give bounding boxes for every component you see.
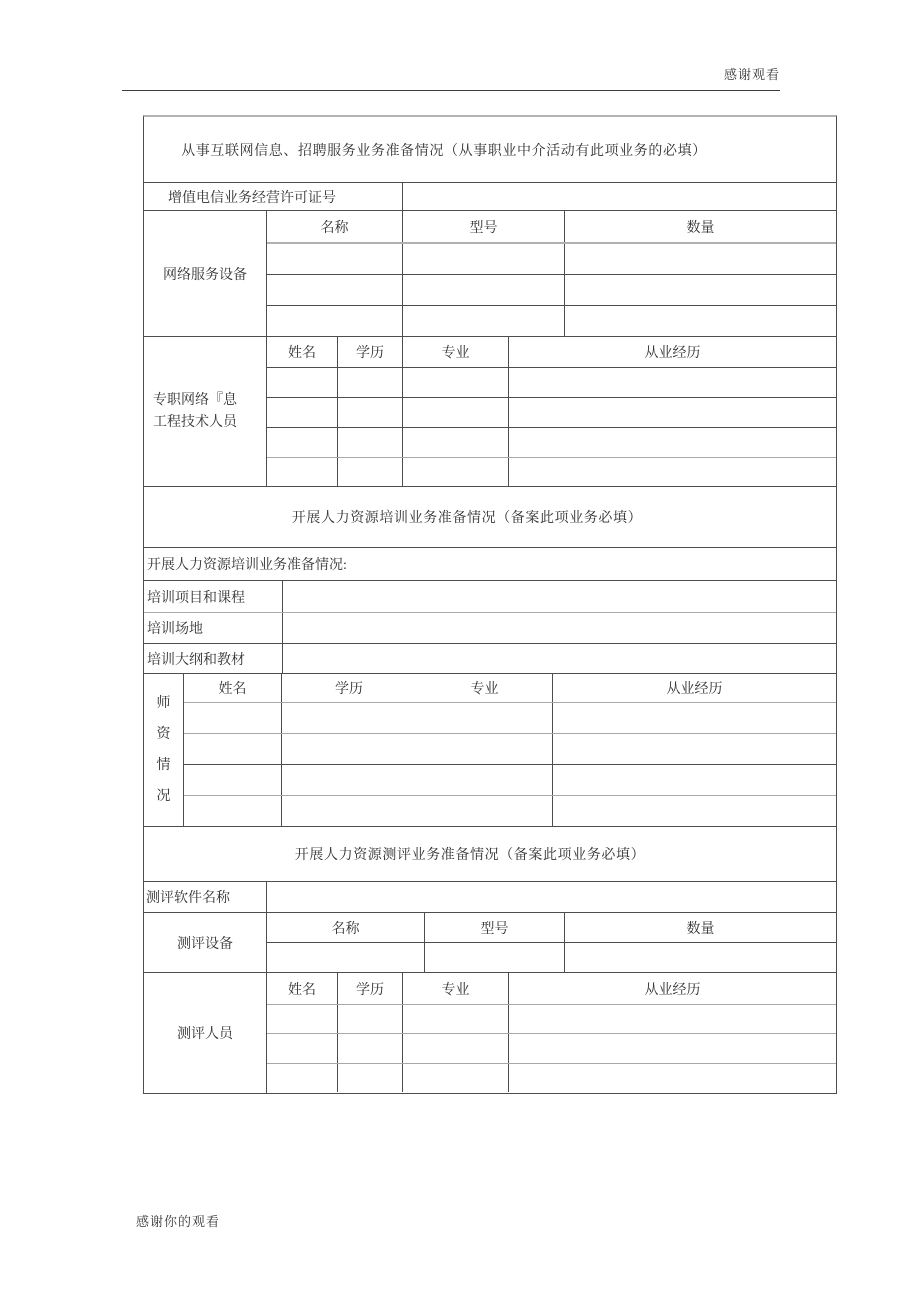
network-equipment-section xyxy=(144,211,836,337)
col-header-name: 姓名 xyxy=(267,337,338,367)
section-heading-assessment xyxy=(144,827,836,882)
assessment-staff-label: 测评人员 xyxy=(144,973,267,1093)
input-cell[interactable] xyxy=(509,428,836,457)
col-header-education: 学历 xyxy=(338,973,403,1004)
input-cell[interactable] xyxy=(184,734,282,764)
network-staff-row xyxy=(267,398,836,428)
col-header-name: 名称 xyxy=(267,913,425,942)
teachers-section xyxy=(144,674,836,827)
input-cell[interactable] xyxy=(267,1064,338,1092)
input-cell[interactable] xyxy=(565,275,836,305)
input-cell[interactable] xyxy=(565,943,836,972)
training-row-syllabus xyxy=(144,644,836,674)
software-row xyxy=(144,882,836,913)
network-staff-table xyxy=(267,337,836,486)
input-cell[interactable] xyxy=(282,796,553,826)
col-header-education: 学历 xyxy=(338,337,403,367)
input-cell[interactable] xyxy=(565,244,836,274)
input-cell[interactable] xyxy=(283,644,836,673)
col-header-name: 名称 xyxy=(267,211,403,242)
input-cell[interactable] xyxy=(267,1034,338,1063)
training-row-venue xyxy=(144,613,836,644)
col-header-name: 姓名 xyxy=(267,973,338,1004)
page-header-text: 感谢观看 xyxy=(723,67,780,82)
input-cell[interactable] xyxy=(338,398,403,427)
input-cell[interactable] xyxy=(184,703,282,733)
assessment-equipment-header-row xyxy=(267,913,836,943)
input-cell[interactable] xyxy=(553,703,836,733)
section-heading-internet-services-text: 从事互联网信息、招聘服务业务准备情况（从事职业中介活动有此项业务的必填） xyxy=(181,143,707,159)
input-cell[interactable] xyxy=(403,1005,509,1033)
input-cell[interactable] xyxy=(267,1005,338,1033)
network-staff-label-line1: 专职网络『息 xyxy=(153,392,237,408)
input-cell[interactable] xyxy=(509,1064,836,1092)
license-value-cell[interactable] xyxy=(403,183,836,210)
input-cell[interactable] xyxy=(509,458,836,486)
input-cell[interactable] xyxy=(267,428,338,457)
software-label-cell: 测评软件名称 xyxy=(144,882,267,912)
assessment-equipment-table xyxy=(267,913,836,972)
input-cell[interactable] xyxy=(509,368,836,397)
col-header-education: 学历 xyxy=(335,682,363,697)
input-cell[interactable] xyxy=(553,734,836,764)
input-cell[interactable] xyxy=(553,765,836,795)
network-equipment-row xyxy=(267,244,836,275)
input-cell[interactable] xyxy=(184,765,282,795)
teachers-row xyxy=(184,734,836,765)
section-heading-assessment-text: 开展人力资源测评业务准备情况（备案此项业务必填） xyxy=(294,848,646,863)
teachers-table xyxy=(184,674,836,826)
input-cell[interactable] xyxy=(403,458,509,486)
assessment-equipment-label: 测评设备 xyxy=(144,913,267,972)
col-header-experience: 从业经历 xyxy=(644,346,701,361)
input-cell[interactable] xyxy=(267,882,836,912)
input-cell[interactable] xyxy=(267,943,425,972)
input-cell[interactable] xyxy=(267,458,338,486)
network-staff-row xyxy=(267,368,836,398)
network-staff-header-row xyxy=(267,337,836,368)
assessment-staff-table xyxy=(267,973,836,1093)
input-cell[interactable] xyxy=(403,368,509,397)
section-heading-internet-services xyxy=(144,117,836,183)
input-cell[interactable] xyxy=(267,306,403,336)
input-cell[interactable] xyxy=(184,796,282,826)
col-header-experience: 从业经历 xyxy=(666,682,723,697)
col-header-major: 专业 xyxy=(403,973,509,1004)
col-header-major: 专业 xyxy=(417,674,553,702)
input-cell[interactable] xyxy=(403,275,565,305)
input-cell[interactable] xyxy=(267,275,403,305)
col-header-major: 专业 xyxy=(403,337,509,367)
assessment-equipment-row xyxy=(267,943,836,972)
section-heading-training-text: 开展人力资源培训业务准备情况（备案此项业务必填） xyxy=(291,511,643,526)
input-cell[interactable] xyxy=(403,306,565,336)
teachers-label-char: 况 xyxy=(156,789,171,804)
network-equipment-label: 网络服务设备 xyxy=(144,211,267,336)
col-header-experience: 从业经历 xyxy=(644,982,701,998)
training-note-text: 开展人力资源培训业务准备情况: xyxy=(147,558,347,573)
input-cell[interactable] xyxy=(338,458,403,486)
training-syllabus-label: 培训大纲和教材 xyxy=(144,644,283,673)
input-cell[interactable] xyxy=(425,943,565,972)
input-cell[interactable] xyxy=(267,398,338,427)
input-cell[interactable] xyxy=(403,428,509,457)
input-cell[interactable] xyxy=(267,244,403,274)
input-cell[interactable] xyxy=(282,765,553,795)
network-staff-row xyxy=(267,428,836,458)
network-equipment-table xyxy=(267,211,836,336)
input-cell[interactable] xyxy=(338,1005,403,1033)
teachers-row xyxy=(184,765,836,796)
input-cell[interactable] xyxy=(403,398,509,427)
network-staff-section xyxy=(144,337,836,487)
network-staff-label-line2: 工程技术人员 xyxy=(153,414,237,430)
input-cell[interactable] xyxy=(509,398,836,427)
col-header-model: 型号 xyxy=(403,211,565,242)
input-cell[interactable] xyxy=(282,703,553,733)
network-equipment-header-row xyxy=(267,211,836,244)
teachers-label-char: 情 xyxy=(156,758,171,773)
license-row xyxy=(144,183,836,211)
section-heading-training xyxy=(144,487,836,548)
teachers-header-row xyxy=(184,674,836,703)
col-header-quantity: 数量 xyxy=(686,921,715,937)
assessment-staff-section xyxy=(144,973,836,1093)
input-cell[interactable] xyxy=(338,428,403,457)
input-cell[interactable] xyxy=(338,368,403,397)
network-equipment-row xyxy=(267,306,836,336)
teachers-row xyxy=(184,796,836,826)
input-cell[interactable] xyxy=(509,1005,836,1033)
col-header-quantity: 数量 xyxy=(686,220,715,236)
input-cell[interactable] xyxy=(403,1034,509,1063)
assessment-staff-row xyxy=(267,1064,836,1092)
page-header xyxy=(122,64,780,91)
assessment-staff-row xyxy=(267,1005,836,1034)
input-cell[interactable] xyxy=(403,244,565,274)
input-cell[interactable] xyxy=(283,613,836,643)
network-staff-label xyxy=(144,337,267,486)
main-form-table xyxy=(143,115,837,1094)
training-projects-label: 培训项目和课程 xyxy=(144,581,283,612)
assessment-staff-row xyxy=(267,1034,836,1064)
input-cell[interactable] xyxy=(338,1034,403,1063)
col-header-name: 姓名 xyxy=(184,674,282,702)
page-footer-text: 感谢你的观看 xyxy=(136,1214,221,1229)
assessment-equipment-section xyxy=(144,913,836,973)
input-cell[interactable] xyxy=(338,1064,403,1092)
teachers-label xyxy=(144,674,184,826)
training-note-row xyxy=(144,548,836,581)
assessment-staff-header-row xyxy=(267,973,836,1005)
network-staff-row xyxy=(267,458,836,486)
input-cell[interactable] xyxy=(283,581,836,612)
teachers-label-char: 资 xyxy=(156,727,171,742)
input-cell[interactable] xyxy=(267,368,338,397)
input-cell[interactable] xyxy=(403,1064,509,1092)
input-cell[interactable] xyxy=(509,1034,836,1063)
page-footer xyxy=(136,1211,220,1230)
training-venue-label: 培训场地 xyxy=(144,613,283,643)
license-label-cell: 增值电信业务经营许可证号 xyxy=(144,183,403,210)
input-cell[interactable] xyxy=(565,306,836,336)
col-header-model: 型号 xyxy=(425,913,565,942)
input-cell[interactable] xyxy=(282,734,553,764)
network-equipment-row xyxy=(267,275,836,306)
input-cell[interactable] xyxy=(553,796,836,826)
training-row-projects xyxy=(144,581,836,613)
teachers-row xyxy=(184,703,836,734)
teachers-label-char: 师 xyxy=(156,696,171,711)
